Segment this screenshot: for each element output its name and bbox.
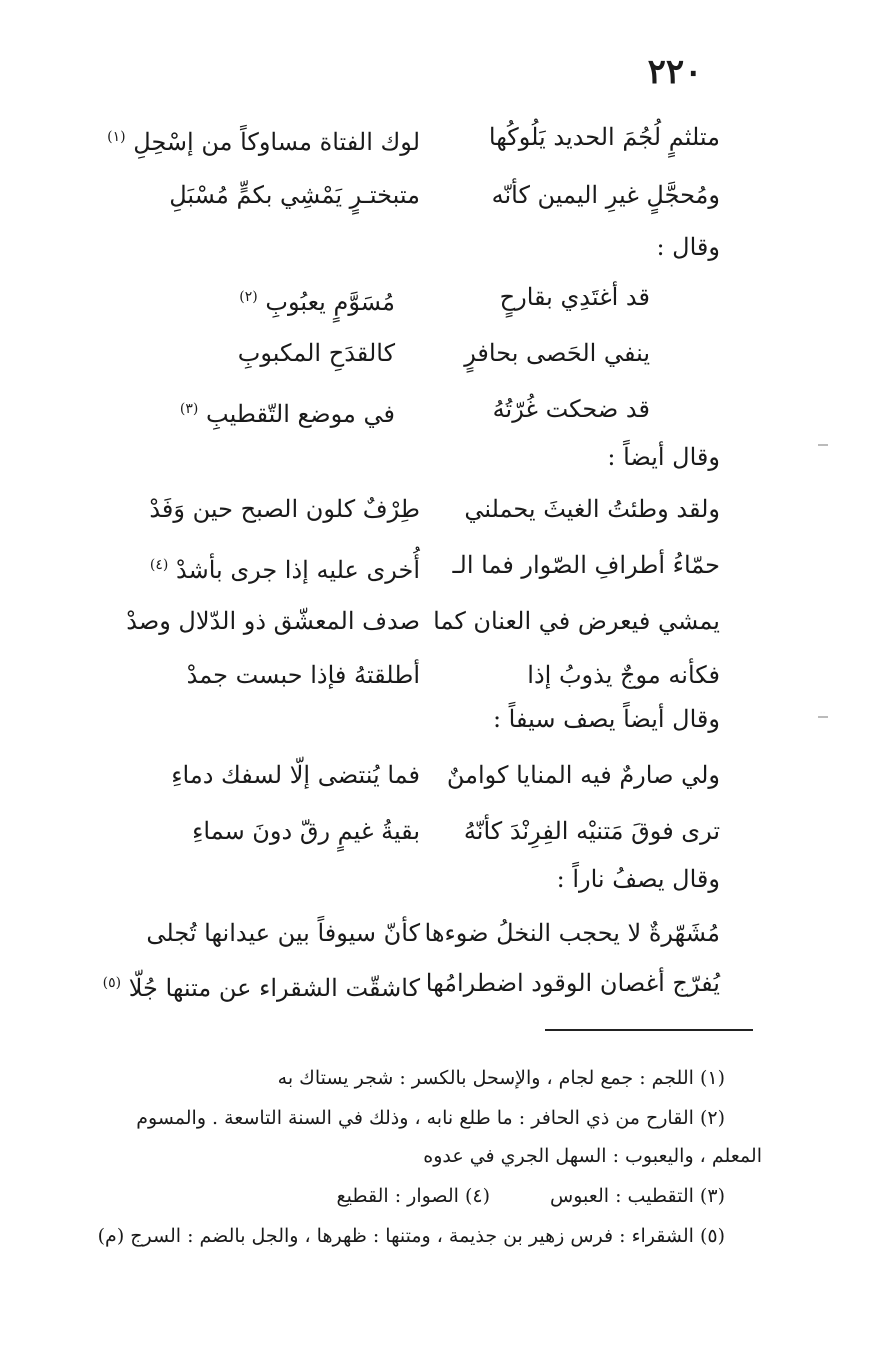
verse-line	[100, 806, 720, 856]
verse-line	[100, 650, 720, 700]
verse-second-hemistich: بقيةُ غيمٍ رقّ دونَ سماءِ	[192, 817, 420, 845]
poem-intro: وقال أيضاً يصف سيفاً :	[492, 705, 720, 733]
footnote-4: (٤) الصوار : القطيع	[336, 1185, 491, 1207]
verse-first-hemistich: مُشَهّرةٌ لا يحجب النخلُ ضوءها	[424, 919, 720, 947]
verse-line	[100, 384, 720, 434]
verse-second-hemistich: في موضع التّقطيبِ $^{(٣)}$	[179, 400, 395, 428]
verse-first-hemistich: ولقد وطئتُ الغيثَ يحملني	[464, 495, 720, 523]
verse-first-hemistich: حمّاءُ أطرافِ الصّوار فما الـ	[452, 551, 720, 579]
verse-second-hemistich: طِرْفٌ كلون الصبح حين وَفَدْ	[149, 495, 420, 523]
footnote-marker: (١)	[107, 129, 126, 145]
verse-line	[100, 112, 720, 162]
footnote-marker: (٢)	[239, 289, 258, 305]
verse-line	[100, 170, 720, 220]
verse-line	[100, 750, 720, 800]
verse-first-hemistich: قد أغتَدِي بقارحٍ	[499, 283, 650, 311]
verse-first-hemistich: قد ضحكت غُرّتُهُ	[492, 395, 650, 423]
verse-line	[100, 540, 720, 590]
verse-second-hemistich: متبختـرٍ يَمْشِي بكمٍّ مُسْبَلِ	[169, 181, 420, 209]
verse-second-hemistich: أطلقتهُ فإذا حبست جمدْ	[186, 661, 420, 689]
footnote-continuation: المعلم ، واليعبوب : السهل الجري في عدوه	[423, 1145, 762, 1167]
verse-first-hemistich: ينفي الحَصى بحافرٍ	[464, 339, 650, 367]
footnote	[105, 1178, 725, 1214]
poem-intro: وقال يصفُ ناراً :	[556, 865, 720, 893]
verse-second-hemistich: كالقدَحِ المكبوبِ	[237, 339, 395, 367]
verse-second-hemistich: كاشقّت الشقراء عن متنها جُلّا $^{(٥)}$	[102, 974, 420, 1002]
verse-second-hemistich: أُخرى عليه إذا جرى بأشدْ $^{(٤)}$	[149, 556, 420, 584]
verse-line	[100, 272, 720, 322]
verse-second-hemistich: صدف المعشّق ذو الدّلال وصدْ	[126, 607, 420, 635]
verse-line	[100, 596, 720, 646]
margin-mark	[818, 716, 828, 718]
verse-line	[100, 958, 720, 1008]
verse-first-hemistich: ترى فوقَ مَتنيْه الفِرِنْدَ كأنّهُ	[463, 817, 720, 845]
poem-intro: وقال أيضاً :	[607, 443, 720, 471]
footnote-divider	[545, 1029, 753, 1031]
verse-first-hemistich: يمشي فيعرض في العنان كما	[433, 607, 720, 635]
verse-first-hemistich: ومُحجَّلٍ غيرِ اليمين كأنّه	[491, 181, 720, 209]
footnote-3: (٣) التقطيب : العبوس	[550, 1185, 725, 1207]
margin-mark	[818, 444, 828, 446]
verse-first-hemistich: متلثمٍ لُجُمَ الحديد يَلُوكُها	[488, 123, 720, 151]
poem-intro: وقال :	[656, 233, 720, 261]
page-number: ٢٢٠	[647, 52, 703, 92]
verse-second-hemistich: مُسَوَّمٍ يعبُوبِ $^{(٢)}$	[239, 288, 395, 316]
footnote-marker: (٣)	[179, 401, 199, 417]
verse-line	[100, 908, 720, 958]
verse-first-hemistich: ولي صارمٌ فيه المنايا كوامنٌ	[446, 761, 720, 789]
footnote-marker: (٤)	[149, 557, 169, 573]
verse-line	[100, 484, 720, 534]
verse-second-hemistich: كأنّ سيوفاً بين عيدانها تُجلى	[146, 919, 420, 947]
verse-second-hemistich: فما يُنتضى إلّا لسفك دماءِ	[171, 761, 420, 789]
footnote: (٥) الشقراء : فرس زهير بن جذيمة ، ومتنها : ظهرها ، والجل بالضم : السرج (م)	[97, 1225, 725, 1247]
footnote: (٢) القارح من ذي الحافر : ما طلع نابه ، وذلك في السنة التاسعة . والمسوم	[136, 1107, 725, 1129]
verse-first-hemistich: يُفرّج أغصان الوقود اضطرامُها	[425, 969, 720, 997]
footnote-marker: (٥)	[102, 975, 122, 991]
verse-first-hemistich: فكأنه موجٌ يذوبُ إذا	[527, 661, 720, 689]
verse-second-hemistich: لوك الفتاة مساوكاً من إسْحِلِ $^{(١)}$	[107, 128, 420, 156]
footnote: (١) اللجم : جمع لجام ، والإسحل بالكسر : شجر يستاك به	[277, 1067, 725, 1089]
verse-line	[100, 328, 720, 378]
